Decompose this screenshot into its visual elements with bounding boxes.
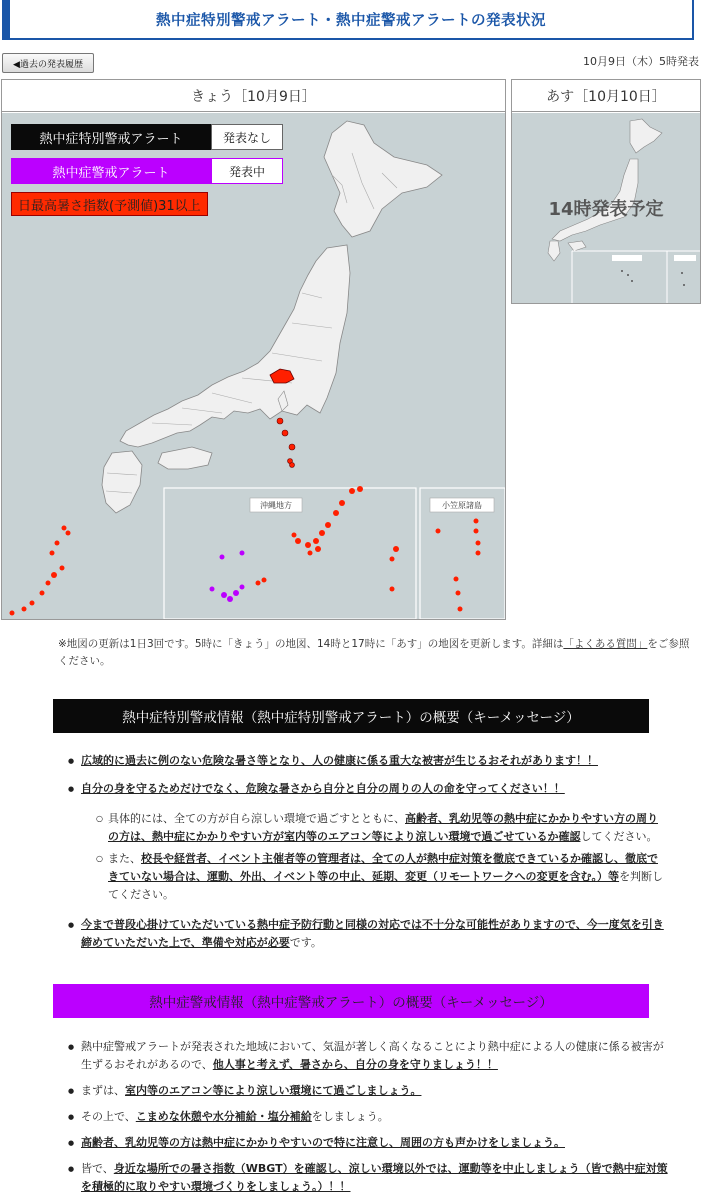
note-text-b: をご参照ください。 (58, 638, 690, 667)
tomorrow-map-panel (511, 79, 701, 304)
list-item: ● 熱中症警戒アラートが発表された地域において、気温が著しく高くなることにより熱中症による人の健康に係る被害が生ずるおそれがあるので、他人事と考えず、暑さから、自分の身を守りましょう！！ (68, 1038, 668, 1074)
alert-messages (68, 1038, 668, 1196)
note-text-a: ※地図の更新は1日3回です。5時に「きょう」の地図、14時と17時に「あす」の地図を更新します。詳細は (58, 638, 564, 650)
special-alert-section-title: 熱中症特別警戒情報（熱中症特別警戒アラート）の概要（キーメッセージ） (53, 699, 649, 733)
legend-alert-status: 発表中 (211, 158, 283, 184)
issued-time: 10月9日（木）5時発表 (583, 55, 699, 68)
list-item: ○ 具体的には、全ての方が自ら涼しい環境で過ごすとともに、高齢者、乳幼児等の熱中症にかかりやすい方の周りの方は、熱中症にかかりやすい方が室内等のエアコン等により涼しい環境で過ごせているか確認してください。 (68, 810, 668, 846)
list-item: ● 自分の身を守るためだけでなく、危険な暑さから自分と自分の周りの人の命を守ってください！！ (68, 780, 668, 798)
list-item: ● その上で、こまめな休憩や水分補給・塩分補給をしましょう。 (68, 1108, 668, 1126)
legend-wbgt: 日最高暑さ指数(予測値)31以上 (11, 192, 208, 216)
faq-link[interactable]: 「よくある質問」 (563, 638, 648, 650)
page-title: 熱中症特別警戒アラート・熱中症警戒アラートの発表状況 (156, 12, 546, 29)
legend-alert-row (11, 158, 283, 184)
list-item: ● 広域的に過去に例のない危険な暑さ等となり、人の健康に係る重大な被害が生じるおそれがあります！！ (68, 752, 668, 770)
list-item: ● 高齢者、乳幼児等の方は熱中症にかかりやすいので特に注意し、周囲の方も声かけをしましょう。 (68, 1134, 668, 1152)
list-item: ● 皆で、身近な場所での暑さ指数（WBGT）を確認し、涼しい環境以外では、運動等を中止しましょう（皆で熱中症対策を積極的に取りやすい環境づくりをしましょう。）！！ (68, 1160, 668, 1196)
today-title: きょう［10月9日］ (2, 80, 505, 112)
list-item: ● まずは、室内等のエアコン等により涼しい環境にて過ごしましょう。 (68, 1082, 668, 1100)
past-history-button[interactable]: ◀過去の発表履歴 (2, 53, 94, 73)
japan-map-tomorrow[interactable] (512, 113, 700, 303)
legend-special-label: 熱中症特別警戒アラート (11, 124, 211, 150)
alert-section-title: 熱中症警戒情報（熱中症警戒アラート）の概要（キーメッセージ） (53, 984, 649, 1018)
tomorrow-pending-label: 14時発表予定 (548, 199, 664, 220)
tomorrow-title: あす［10月10日］ (512, 80, 700, 112)
legend-special-row (11, 124, 283, 150)
list-item: ● 今まで普段心掛けていただいている熱中症予防行動と同様の対応では不十分な可能性がありますので、今一度気を引き締めていただいた上で、準備や対応が必要です。 (68, 916, 668, 952)
okinawa-inset-label: 沖縄地方 (260, 501, 292, 510)
ogasawara-inset-label: 小笠原諸島 (442, 501, 482, 510)
list-item: ○ また、校長や経営者、イベント主催者等の管理者は、全ての人が熱中症対策を徹底できているか確認し、徹底できていない場合は、運動、外出、イベント等の中止、延期、変更（リモートワークへの変更を含む。）等を判断してください。 (68, 850, 668, 904)
today-map-panel (1, 79, 506, 620)
special-alert-messages (68, 752, 668, 952)
legend-special-status: 発表なし (211, 124, 283, 150)
legend-alert-label: 熱中症警戒アラート (11, 158, 211, 184)
update-note (58, 636, 698, 670)
japan-map-today[interactable] (2, 113, 505, 619)
tomorrow-map[interactable] (512, 113, 700, 303)
page-header (2, 0, 694, 40)
today-map[interactable] (2, 113, 505, 619)
